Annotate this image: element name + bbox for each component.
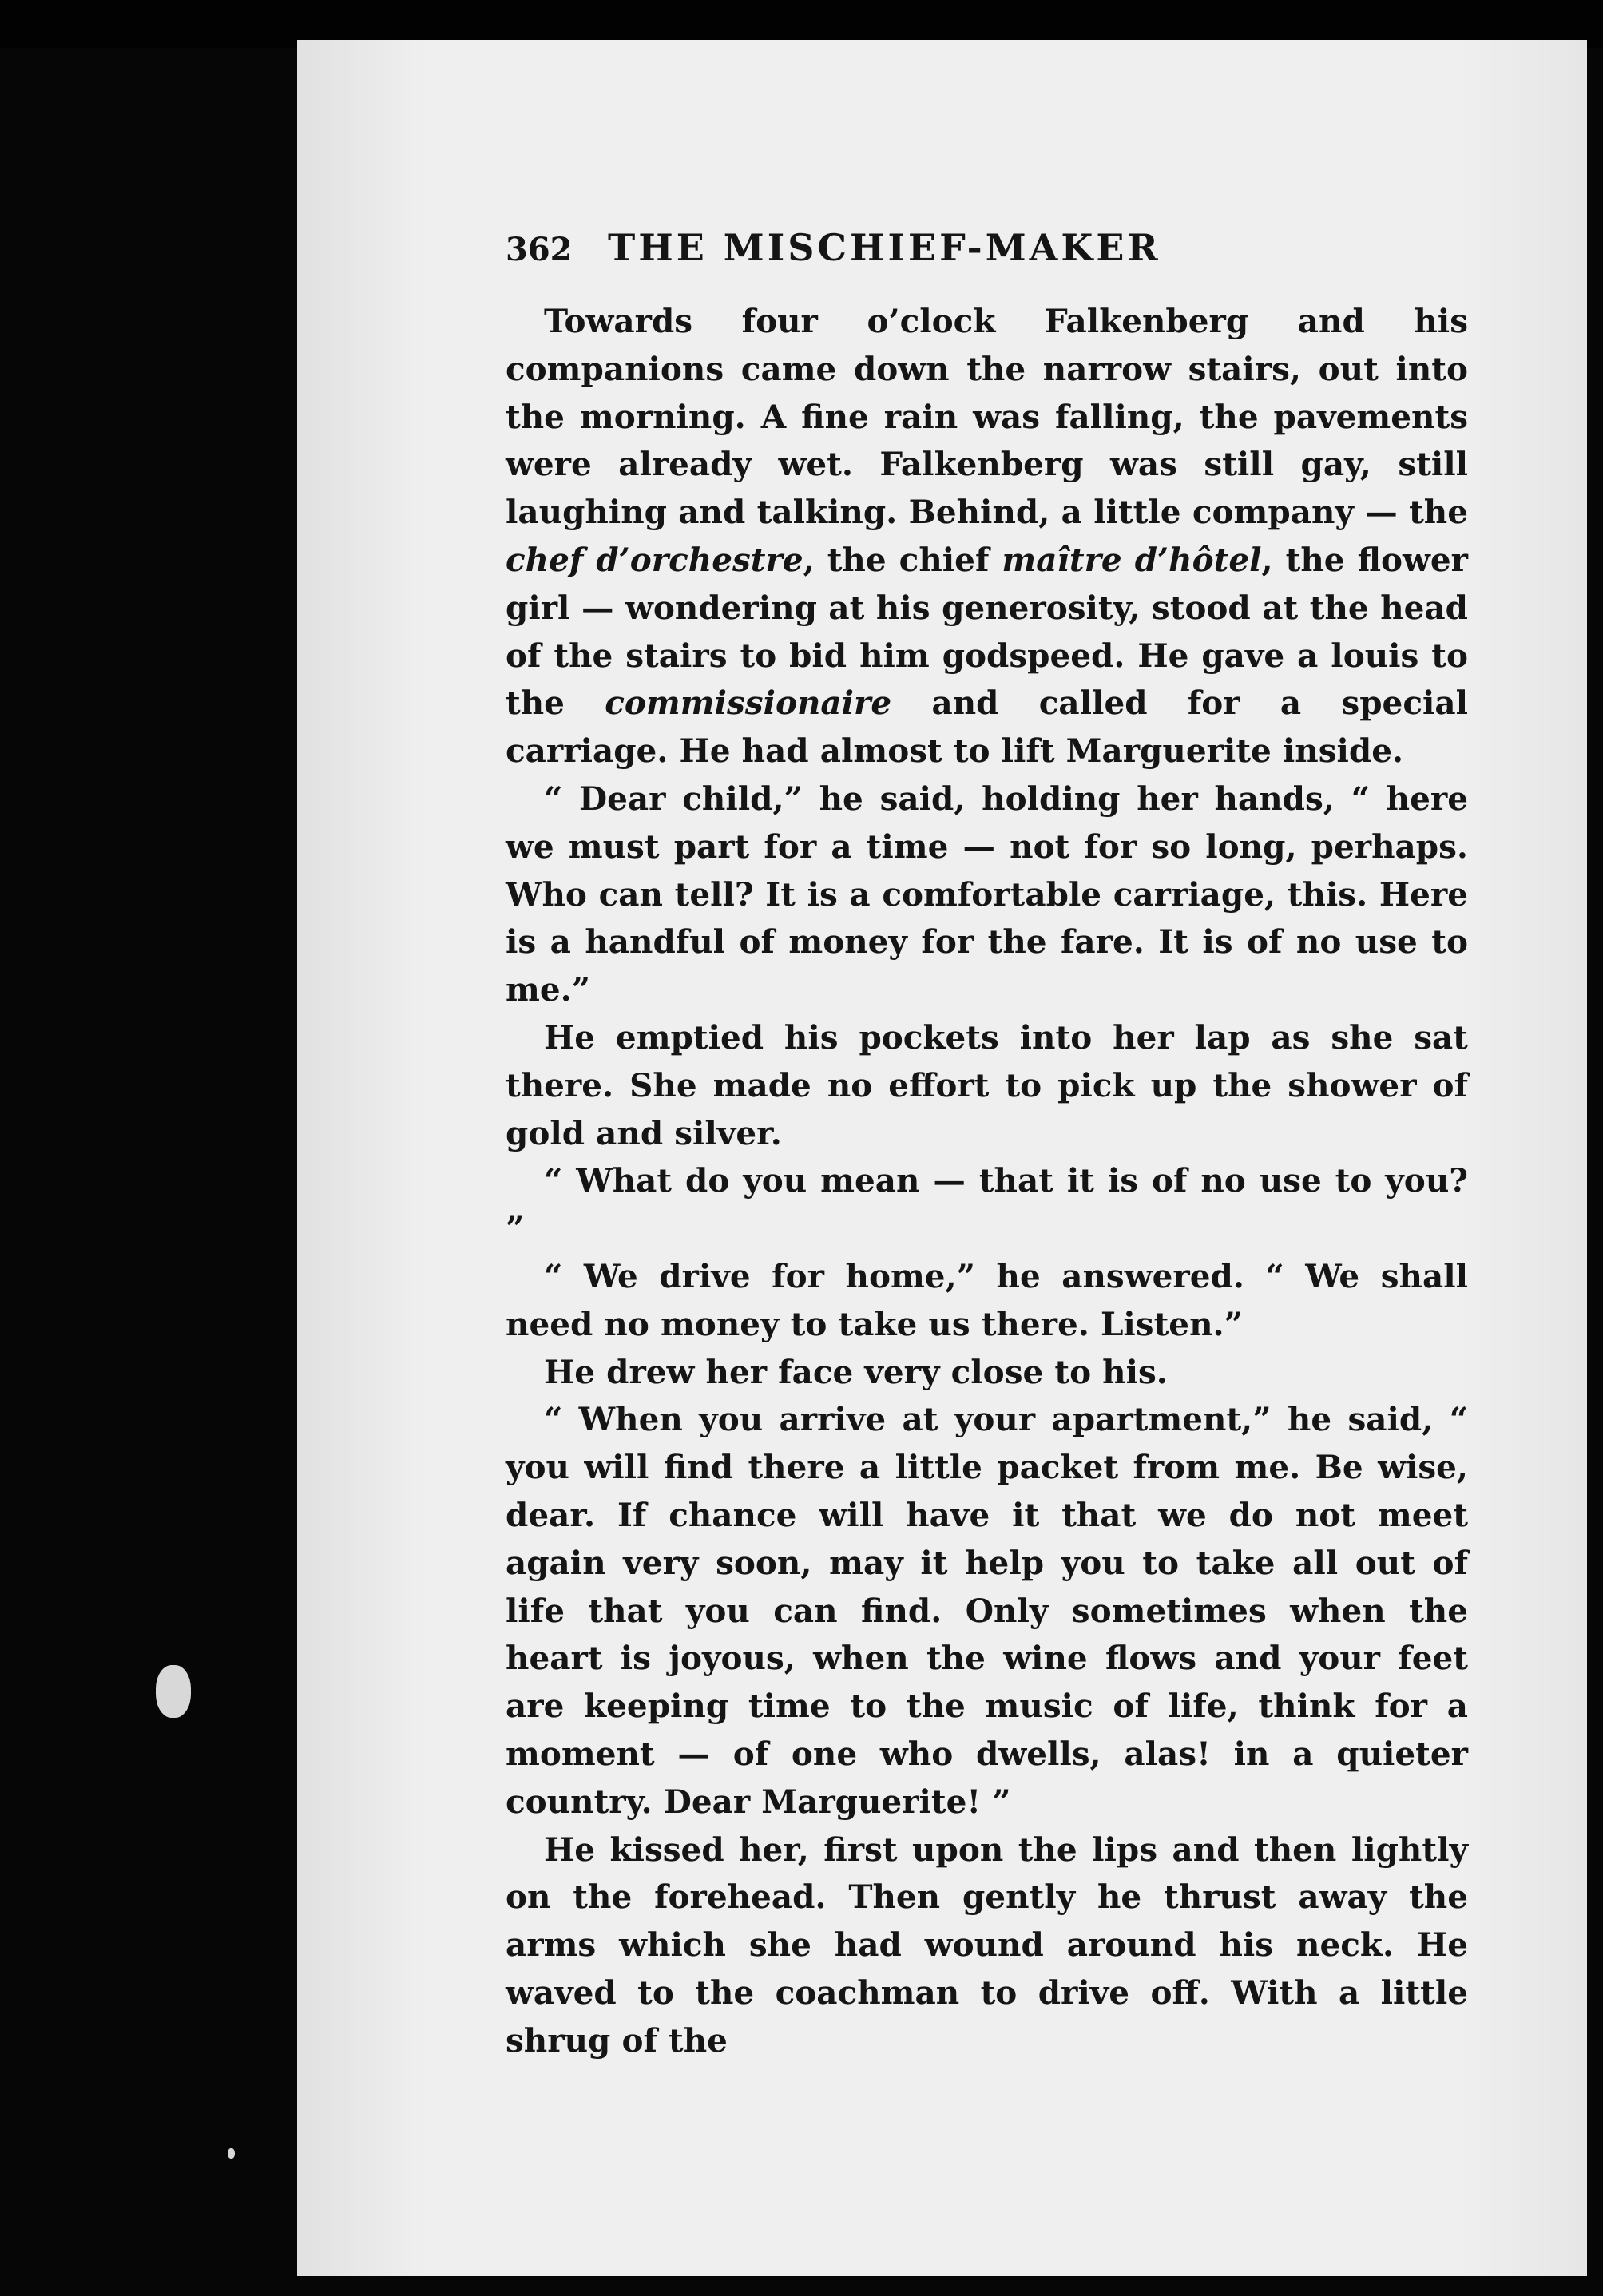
paragraph: “ When you arrive at your apartment,” he said, “ you will find there a little packet from me. Be wise, dear. If chance will have it that we do not meet again very soon, may it help you to take all out of life that you can find. Only sometimes when the heart is joyous, when the wine flows and your feet are keeping time to the music of life, think for a moment — of one who dwells, alas! in a quieter country. Dear Marguerite! ” (506, 1400, 1468, 1821)
running-head (506, 226, 1468, 298)
paragraph: He drew her face very close to his. (544, 1352, 1168, 1391)
paragraph: He kissed her, first upon the lips and then lightly on the forehead. Then gently he thrust away the arms which she had wound around his neck. He waved to the coachman to drive off. With a little shrug of the (506, 1830, 1468, 2060)
book-page (297, 40, 1587, 2276)
paragraph: “ What do you mean — that it is of no use to you? ” (506, 1161, 1468, 1248)
running-title: THE MISCHIEF-MAKER (608, 226, 1161, 269)
specks (156, 1665, 191, 1718)
page-number: 362 (506, 231, 573, 268)
paragraph: “ Dear child,” he said, holding her hands, “ here we must part for a time — not for so long, perhaps. Who can tell? It is a comfortable carriage, this. Here is a handful of money for the fare. It is of no use to me.” (506, 779, 1468, 1009)
specks (228, 2148, 235, 2159)
paragraph: He emptied his pockets into her lap as she sat there. She made no effort to pick up the shower of gold and silver. (506, 1017, 1468, 1152)
text-block (506, 226, 1468, 2064)
paragraph: Towards four o’clock Falkenberg and his companions came down the narrow stairs, out into the morning. A fine rain was falling, the pavements were already wet. Falkenberg was still gay, still laughing and talking. Behind, a little company — the chef d’orchestre, the chief maître d’hôtel, the flower girl — wondering at his generosity, stood at the head of the stairs to bid him godspeed. He gave a louis to the commissionaire and called for a special carriage. He had almost to lift Marguerite inside. (506, 302, 1469, 771)
paragraph: “ We drive for home,” he answered. “ We shall need no money to take us there. Listen.” (506, 1256, 1468, 1343)
